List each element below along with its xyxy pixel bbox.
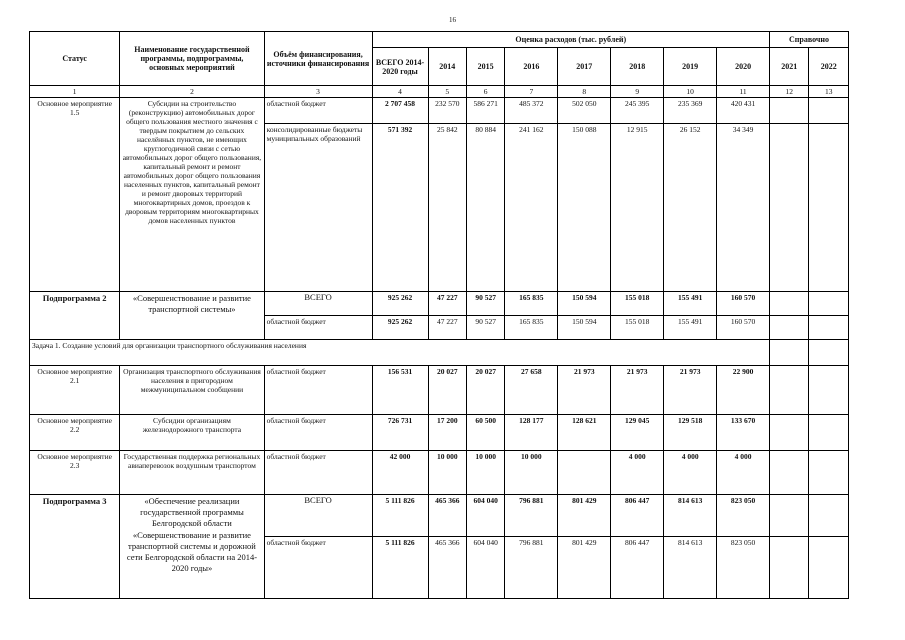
row-status: Основное мероприятие 1.5 bbox=[30, 98, 120, 292]
empty-cell bbox=[770, 415, 809, 451]
value-cell: 801 429 bbox=[558, 537, 611, 599]
col-ref-year-header: 2021 bbox=[770, 48, 809, 86]
table-row bbox=[30, 495, 849, 537]
value-cell: 21 973 bbox=[558, 366, 611, 415]
col-number: 10 bbox=[664, 86, 717, 98]
funding-source: областной бюджет bbox=[264, 415, 372, 451]
funding-source: областной бюджет bbox=[264, 316, 372, 340]
estimate-group-header: Оценка расходов (тыс. рублей) bbox=[372, 32, 770, 48]
value-cell: 60 500 bbox=[466, 415, 504, 451]
value-cell: 814 613 bbox=[664, 537, 717, 599]
col-year-header: 2020 bbox=[717, 48, 770, 86]
value-cell bbox=[558, 451, 611, 495]
value-cell: 502 050 bbox=[558, 98, 611, 124]
empty-cell bbox=[770, 98, 809, 124]
value-cell: 806 447 bbox=[611, 537, 664, 599]
funding-source: областной бюджет bbox=[264, 366, 372, 415]
value-cell: 420 431 bbox=[717, 98, 770, 124]
value-cell: 80 884 bbox=[466, 124, 504, 292]
value-cell: 571 392 bbox=[372, 124, 428, 292]
empty-cell bbox=[770, 537, 809, 599]
value-cell: 47 227 bbox=[428, 292, 466, 316]
empty-cell bbox=[770, 292, 809, 316]
empty-cell bbox=[809, 495, 849, 537]
empty-cell bbox=[809, 340, 849, 366]
task-row bbox=[30, 340, 849, 366]
value-cell: 806 447 bbox=[611, 495, 664, 537]
row-status: Подпрограмма 3 bbox=[30, 495, 120, 599]
col-year-header: 2016 bbox=[505, 48, 558, 86]
value-cell: 4 000 bbox=[717, 451, 770, 495]
value-cell: 165 835 bbox=[505, 292, 558, 316]
value-cell: 90 527 bbox=[466, 316, 504, 340]
column-number-row bbox=[30, 86, 849, 98]
value-cell: 241 162 bbox=[505, 124, 558, 292]
row-name: Субсидии организациям железнодорожного транспорта bbox=[120, 415, 264, 451]
funding-source: областной бюджет bbox=[264, 537, 372, 599]
value-cell: 485 372 bbox=[505, 98, 558, 124]
value-cell: 823 050 bbox=[717, 495, 770, 537]
empty-cell bbox=[809, 366, 849, 415]
row-status: Основное мероприятие 2.1 bbox=[30, 366, 120, 415]
col-total-header: ВСЕГО 2014-2020 годы bbox=[372, 48, 428, 86]
empty-cell bbox=[770, 366, 809, 415]
col-year-header: 2017 bbox=[558, 48, 611, 86]
funding-source: консолидированные бюджеты муниципальных образований bbox=[264, 124, 372, 292]
value-cell: 925 262 bbox=[372, 316, 428, 340]
value-cell: 128 177 bbox=[505, 415, 558, 451]
value-cell: 10 000 bbox=[505, 451, 558, 495]
value-cell: 165 835 bbox=[505, 316, 558, 340]
funding-source: областной бюджет bbox=[264, 451, 372, 495]
value-cell: 129 518 bbox=[664, 415, 717, 451]
value-cell: 245 395 bbox=[611, 98, 664, 124]
row-name: Государственная поддержка региональных авиаперевозок воздушным транспортом bbox=[120, 451, 264, 495]
col-number: 13 bbox=[809, 86, 849, 98]
value-cell: 801 429 bbox=[558, 495, 611, 537]
value-cell: 128 621 bbox=[558, 415, 611, 451]
col-number: 6 bbox=[466, 86, 504, 98]
reference-group-header: Справочно bbox=[770, 32, 849, 48]
budget-table bbox=[29, 31, 849, 599]
value-cell: 25 842 bbox=[428, 124, 466, 292]
funding-source: областной бюджет bbox=[264, 98, 372, 124]
value-cell: 5 111 826 bbox=[372, 537, 428, 599]
value-cell: 156 531 bbox=[372, 366, 428, 415]
empty-cell bbox=[770, 451, 809, 495]
table-row bbox=[30, 366, 849, 415]
value-cell: 814 613 bbox=[664, 495, 717, 537]
value-cell: 823 050 bbox=[717, 537, 770, 599]
value-cell: 20 027 bbox=[428, 366, 466, 415]
empty-cell bbox=[770, 124, 809, 292]
value-cell: 726 731 bbox=[372, 415, 428, 451]
col-year-header: 2019 bbox=[664, 48, 717, 86]
funding-source: ВСЕГО bbox=[264, 495, 372, 537]
value-cell: 4 000 bbox=[664, 451, 717, 495]
value-cell: 21 973 bbox=[611, 366, 664, 415]
row-name: «Обеспечение реализации государственной программы Белгородской области «Совершенствование и развитие транспортной системы и дорожной сети Белгородской области на 2014-2020 годы» bbox=[120, 495, 264, 599]
value-cell: 10 000 bbox=[428, 451, 466, 495]
col-number: 1 bbox=[30, 86, 120, 98]
row-name: Субсидии на строительство (реконструкцию) автомобильных дорог общего пользования местного значения с твердым покрытием до сельских населённых пунктов, не имеющих круглогодичной связи с сетью автомобильных дорог общего пользования, капитальный ремонт и ремонт автомобильных дорог общего пользования населенных пунктов, капитальный ремонт и ремонт дворовых территорий многоквартирных домов, проездов к дворовым территориям многоквартирных домов населенных пунктов bbox=[120, 98, 264, 292]
value-cell: 235 369 bbox=[664, 98, 717, 124]
empty-cell bbox=[809, 537, 849, 599]
task-heading: Задача 1. Создание условий для организации транспортного обслуживания населения bbox=[30, 340, 770, 366]
value-cell: 155 491 bbox=[664, 292, 717, 316]
value-cell: 150 594 bbox=[558, 292, 611, 316]
value-cell: 90 527 bbox=[466, 292, 504, 316]
row-name: «Совершенствование и развитие транспортной системы» bbox=[120, 292, 264, 340]
empty-cell bbox=[809, 292, 849, 316]
value-cell: 150 088 bbox=[558, 124, 611, 292]
value-cell: 4 000 bbox=[611, 451, 664, 495]
value-cell: 604 040 bbox=[466, 537, 504, 599]
col-number: 4 bbox=[372, 86, 428, 98]
col-number: 7 bbox=[505, 86, 558, 98]
empty-cell bbox=[809, 98, 849, 124]
value-cell: 12 915 bbox=[611, 124, 664, 292]
value-cell: 133 670 bbox=[717, 415, 770, 451]
value-cell: 10 000 bbox=[466, 451, 504, 495]
empty-cell bbox=[770, 495, 809, 537]
empty-cell bbox=[770, 316, 809, 340]
value-cell: 232 570 bbox=[428, 98, 466, 124]
col-number: 3 bbox=[264, 86, 372, 98]
value-cell: 5 111 826 bbox=[372, 495, 428, 537]
value-cell: 27 658 bbox=[505, 366, 558, 415]
value-cell: 925 262 bbox=[372, 292, 428, 316]
value-cell: 150 594 bbox=[558, 316, 611, 340]
col-funding-header: Объём финансирования, источники финансирования bbox=[264, 32, 372, 86]
col-number: 2 bbox=[120, 86, 264, 98]
value-cell: 17 200 bbox=[428, 415, 466, 451]
value-cell: 465 366 bbox=[428, 537, 466, 599]
empty-cell bbox=[809, 316, 849, 340]
row-status: Подпрограмма 2 bbox=[30, 292, 120, 340]
row-name: Организация транспортного обслуживания населения в пригородном межмуниципальном сообщении bbox=[120, 366, 264, 415]
page-number: 16 bbox=[449, 16, 456, 24]
col-year-header: 2015 bbox=[466, 48, 504, 86]
table-row bbox=[30, 451, 849, 495]
value-cell: 47 227 bbox=[428, 316, 466, 340]
empty-cell bbox=[809, 451, 849, 495]
col-year-header: 2018 bbox=[611, 48, 664, 86]
col-number: 5 bbox=[428, 86, 466, 98]
col-status-header: Статус bbox=[30, 32, 120, 86]
empty-cell bbox=[809, 124, 849, 292]
table-row bbox=[30, 415, 849, 451]
col-number: 12 bbox=[770, 86, 809, 98]
value-cell: 22 900 bbox=[717, 366, 770, 415]
table-row bbox=[30, 98, 849, 124]
value-cell: 20 027 bbox=[466, 366, 504, 415]
value-cell: 796 881 bbox=[505, 495, 558, 537]
value-cell: 155 491 bbox=[664, 316, 717, 340]
value-cell: 42 000 bbox=[372, 451, 428, 495]
col-ref-year-header: 2022 bbox=[809, 48, 849, 86]
row-status: Основное мероприятие 2.3 bbox=[30, 451, 120, 495]
table-row bbox=[30, 292, 849, 316]
empty-cell bbox=[770, 340, 809, 366]
value-cell: 129 045 bbox=[611, 415, 664, 451]
value-cell: 796 881 bbox=[505, 537, 558, 599]
value-cell: 26 152 bbox=[664, 124, 717, 292]
header-row-top bbox=[30, 32, 849, 48]
value-cell: 160 570 bbox=[717, 316, 770, 340]
col-name-header: Наименование государственной программы, подпрограммы, основных мероприятий bbox=[120, 32, 264, 86]
value-cell: 586 271 bbox=[466, 98, 504, 124]
col-number: 9 bbox=[611, 86, 664, 98]
value-cell: 21 973 bbox=[664, 366, 717, 415]
empty-cell bbox=[809, 415, 849, 451]
value-cell: 2 707 458 bbox=[372, 98, 428, 124]
col-number: 11 bbox=[717, 86, 770, 98]
value-cell: 34 349 bbox=[717, 124, 770, 292]
value-cell: 160 570 bbox=[717, 292, 770, 316]
funding-source: ВСЕГО bbox=[264, 292, 372, 316]
value-cell: 465 366 bbox=[428, 495, 466, 537]
row-status: Основное мероприятие 2.2 bbox=[30, 415, 120, 451]
col-number: 8 bbox=[558, 86, 611, 98]
value-cell: 604 040 bbox=[466, 495, 504, 537]
value-cell: 155 018 bbox=[611, 316, 664, 340]
col-year-header: 2014 bbox=[428, 48, 466, 86]
value-cell: 155 018 bbox=[611, 292, 664, 316]
